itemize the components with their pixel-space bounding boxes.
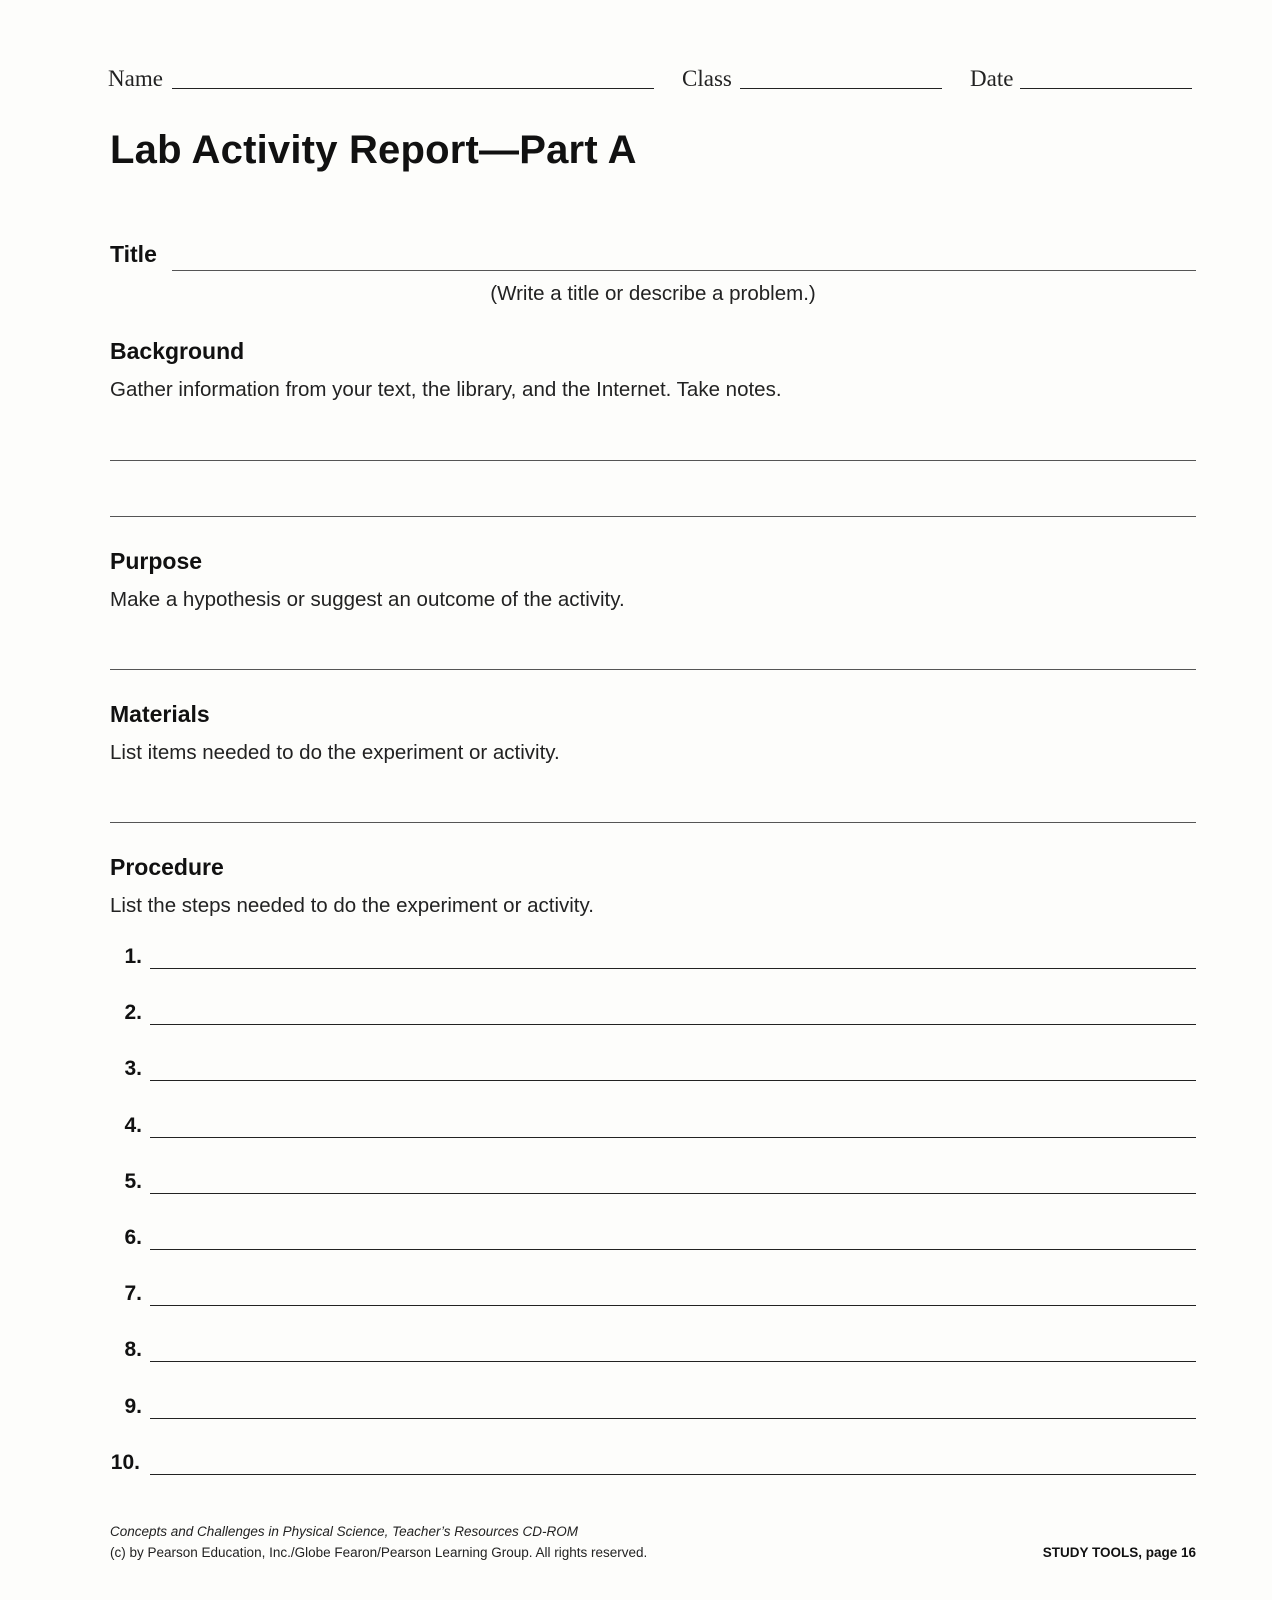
purpose-instruction: Make a hypothesis or suggest an outcome of the activity. — [110, 588, 625, 611]
procedure-step-line[interactable] — [150, 1024, 1196, 1025]
procedure-step-line[interactable] — [150, 1137, 1196, 1138]
procedure-instruction: List the steps needed to do the experiment or activity. — [110, 894, 594, 917]
procedure-step-line[interactable] — [150, 1474, 1196, 1475]
procedure-heading: Procedure — [110, 854, 224, 880]
procedure-step-number: 2. — [124, 1001, 142, 1024]
title-hint: (Write a title or describe a problem.) — [490, 282, 816, 305]
materials-instruction: List items needed to do the experiment or activity. — [110, 741, 560, 764]
procedure-step-line[interactable] — [150, 1418, 1196, 1419]
date-field-line[interactable] — [1020, 88, 1192, 89]
procedure-step-number: 8. — [124, 1338, 142, 1361]
procedure-step-line[interactable] — [150, 1193, 1196, 1194]
name-label: Name — [108, 66, 163, 91]
procedure-step-line[interactable] — [150, 1080, 1196, 1081]
procedure-step-number: 3. — [124, 1057, 142, 1080]
background-line-2[interactable] — [110, 516, 1196, 517]
materials-heading: Materials — [110, 701, 210, 727]
purpose-line[interactable] — [110, 669, 1196, 670]
footer-page-ref: STUDY TOOLS, page 16 — [1042, 1545, 1196, 1560]
title-field-line[interactable] — [172, 270, 1196, 271]
purpose-heading: Purpose — [110, 548, 203, 574]
procedure-step-line[interactable] — [150, 1249, 1196, 1250]
background-heading: Background — [110, 338, 245, 364]
procedure-step-number: 9. — [124, 1395, 142, 1418]
procedure-step-line[interactable] — [150, 1305, 1196, 1306]
procedure-step-number: 6. — [124, 1226, 142, 1249]
class-field-line[interactable] — [740, 88, 942, 89]
name-field-line[interactable] — [172, 88, 654, 89]
footer-source: Concepts and Challenges in Physical Science, Teacher’s Resources CD-ROM — [110, 1524, 578, 1539]
procedure-step-number: 10. — [110, 1451, 140, 1474]
procedure-step-line[interactable] — [150, 1361, 1196, 1362]
procedure-step-line[interactable] — [150, 968, 1196, 969]
procedure-step-number: 1. — [124, 945, 142, 968]
title-label: Title — [110, 241, 157, 267]
page-title: Lab Activity Report—Part A — [110, 128, 637, 172]
procedure-step-number: 7. — [124, 1282, 142, 1305]
background-line-1[interactable] — [110, 460, 1196, 461]
materials-line[interactable] — [110, 822, 1196, 823]
date-label: Date — [970, 66, 1014, 91]
class-label: Class — [682, 66, 732, 91]
procedure-step-number: 4. — [124, 1114, 142, 1137]
footer-copyright: (c) by Pearson Education, Inc./Globe Fearon/Pearson Learning Group. All rights reserved. — [110, 1545, 648, 1560]
background-instruction: Gather information from your text, the library, and the Internet. Take notes. — [110, 378, 782, 401]
procedure-step-number: 5. — [124, 1170, 142, 1193]
